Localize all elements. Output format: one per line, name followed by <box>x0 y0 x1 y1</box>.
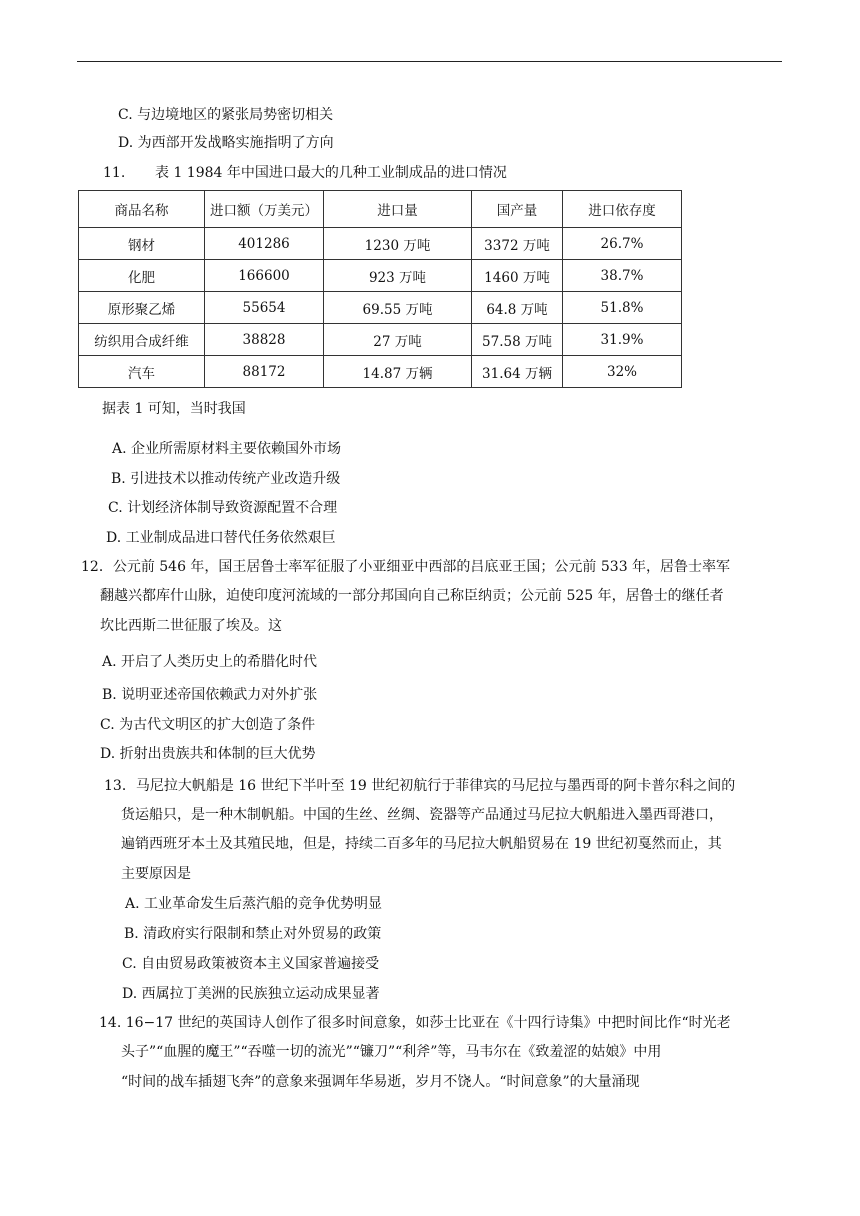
table-cell: 401286 <box>205 228 324 260</box>
table-header-cell: 进口依存度 <box>563 191 682 228</box>
table-row <box>79 324 682 356</box>
q11-option-d: D. 工业制成品进口替代任务依然艰巨 <box>106 530 336 546</box>
q11-number: 11. <box>103 165 126 181</box>
table-cell: 1230 万吨 <box>324 228 472 260</box>
q14-stem-line-1: 14. 16−17 世纪的英国诗人创作了很多时间意象，如莎士比亚在《十四行诗集》中把时间比作“时光老 <box>99 1015 731 1031</box>
q14-stem-line-3: “时间的战车插翅飞奔”的意象来强调年华易逝，岁月不饶人。“时间意象”的大量涌现 <box>121 1074 640 1090</box>
table-cell: 57.58 万吨 <box>472 324 563 356</box>
q13-stem-line-3: 遍销西班牙本土及其殖民地，但是，持续二百多年的马尼拉大帆船贸易在 19 世纪初戛然而止，其 <box>121 836 722 852</box>
table-cell: 31.9% <box>563 324 682 356</box>
table-header-cell: 进口额（万美元） <box>205 191 324 228</box>
q11-option-c: C. 计划经济体制导致资源配置不合理 <box>108 500 338 516</box>
table-cell: 38828 <box>205 324 324 356</box>
q13-option-c: C. 自由贸易政策被资本主义国家普遍接受 <box>122 956 380 972</box>
import-table <box>78 190 682 388</box>
table-header-cell: 商品名称 <box>79 191 205 228</box>
table-cell: 1460 万吨 <box>472 260 563 292</box>
q13-stem-line-2: 货运船只，是一种木制帆船。中国的生丝、丝绸、瓷器等产品通过马尼拉大帆船进入墨西哥港口， <box>121 807 723 823</box>
table-row <box>79 260 682 292</box>
table-cell: 26.7% <box>563 228 682 260</box>
q12-option-a: A. 开启了人类历史上的希腊化时代 <box>102 654 318 670</box>
table-header-cell: 进口量 <box>324 191 472 228</box>
table-cell: 166600 <box>205 260 324 292</box>
table-header-row <box>79 191 682 228</box>
q14-stem-line-2: 头子”“血腥的魔王”“吞噬一切的流光”“镰刀”“利斧”等，马韦尔在《致羞涩的姑娘》中用 <box>121 1044 662 1060</box>
table-cell: 31.64 万辆 <box>472 356 563 388</box>
table-cell: 纺织用合成纤维 <box>79 324 205 356</box>
table-cell: 27 万吨 <box>324 324 472 356</box>
q13-option-d: D. 西属拉丁美洲的民族独立运动成果显著 <box>122 986 380 1002</box>
q10-option-c: C. 与边境地区的紧张局势密切相关 <box>118 107 334 123</box>
table-header-cell: 国产量 <box>472 191 563 228</box>
table-cell: 14.87 万辆 <box>324 356 472 388</box>
q10-option-d: D. 为西部开发战略实施指明了方向 <box>118 135 334 151</box>
q12-stem-line-1: 12．公元前 546 年，国王居鲁士率军征服了小亚细亚中西部的吕底亚王国；公元前 533 年，居鲁士率军 <box>81 559 731 575</box>
table-cell: 55654 <box>205 292 324 324</box>
header-rule <box>77 61 782 62</box>
table-row <box>79 228 682 260</box>
q13-stem-line-4: 主要原因是 <box>121 866 191 882</box>
table-cell: 69.55 万吨 <box>324 292 472 324</box>
table-cell: 51.8% <box>563 292 682 324</box>
table-cell: 88172 <box>205 356 324 388</box>
table-cell: 3372 万吨 <box>472 228 563 260</box>
table-cell: 32% <box>563 356 682 388</box>
q13-option-b: B. 清政府实行限制和禁止对外贸易的政策 <box>124 926 382 942</box>
table-cell: 原形聚乙烯 <box>79 292 205 324</box>
q12-stem-line-2: 翻越兴都库什山脉，迫使印度河流域的一部分邦国向自己称臣纳贡；公元前 525 年，居鲁士的继任者 <box>100 588 724 604</box>
q12-stem-line-3: 坎比西斯二世征服了埃及。这 <box>100 618 282 634</box>
q11-table-caption: 表 1 1984 年中国进口最大的几种工业制成品的进口情况 <box>155 165 507 181</box>
q12-option-b: B. 说明亚述帝国依赖武力对外扩张 <box>102 687 318 703</box>
table-cell: 38.7% <box>563 260 682 292</box>
q11-option-a: A. 企业所需原材料主要依赖国外市场 <box>112 441 342 457</box>
q12-option-c: C. 为古代文明区的扩大创造了条件 <box>100 717 316 733</box>
table-row <box>79 356 682 388</box>
table-row <box>79 292 682 324</box>
table-cell: 64.8 万吨 <box>472 292 563 324</box>
table-cell: 汽车 <box>79 356 205 388</box>
table-cell: 钢材 <box>79 228 205 260</box>
q11-stem: 据表 1 可知，当时我国 <box>102 401 246 417</box>
q12-option-d: D. 折射出贵族共和体制的巨大优势 <box>100 746 316 762</box>
q13-option-a: A. 工业革命发生后蒸汽船的竞争优势明显 <box>125 896 383 912</box>
q13-stem-line-1: 13．马尼拉大帆船是 16 世纪下半叶至 19 世纪初航行于菲律宾的马尼拉与墨西哥的阿卡普尔科之间的 <box>104 778 736 794</box>
table-cell: 化肥 <box>79 260 205 292</box>
q11-option-b: B. 引进技术以推动传统产业改造升级 <box>111 471 341 487</box>
table-cell: 923 万吨 <box>324 260 472 292</box>
